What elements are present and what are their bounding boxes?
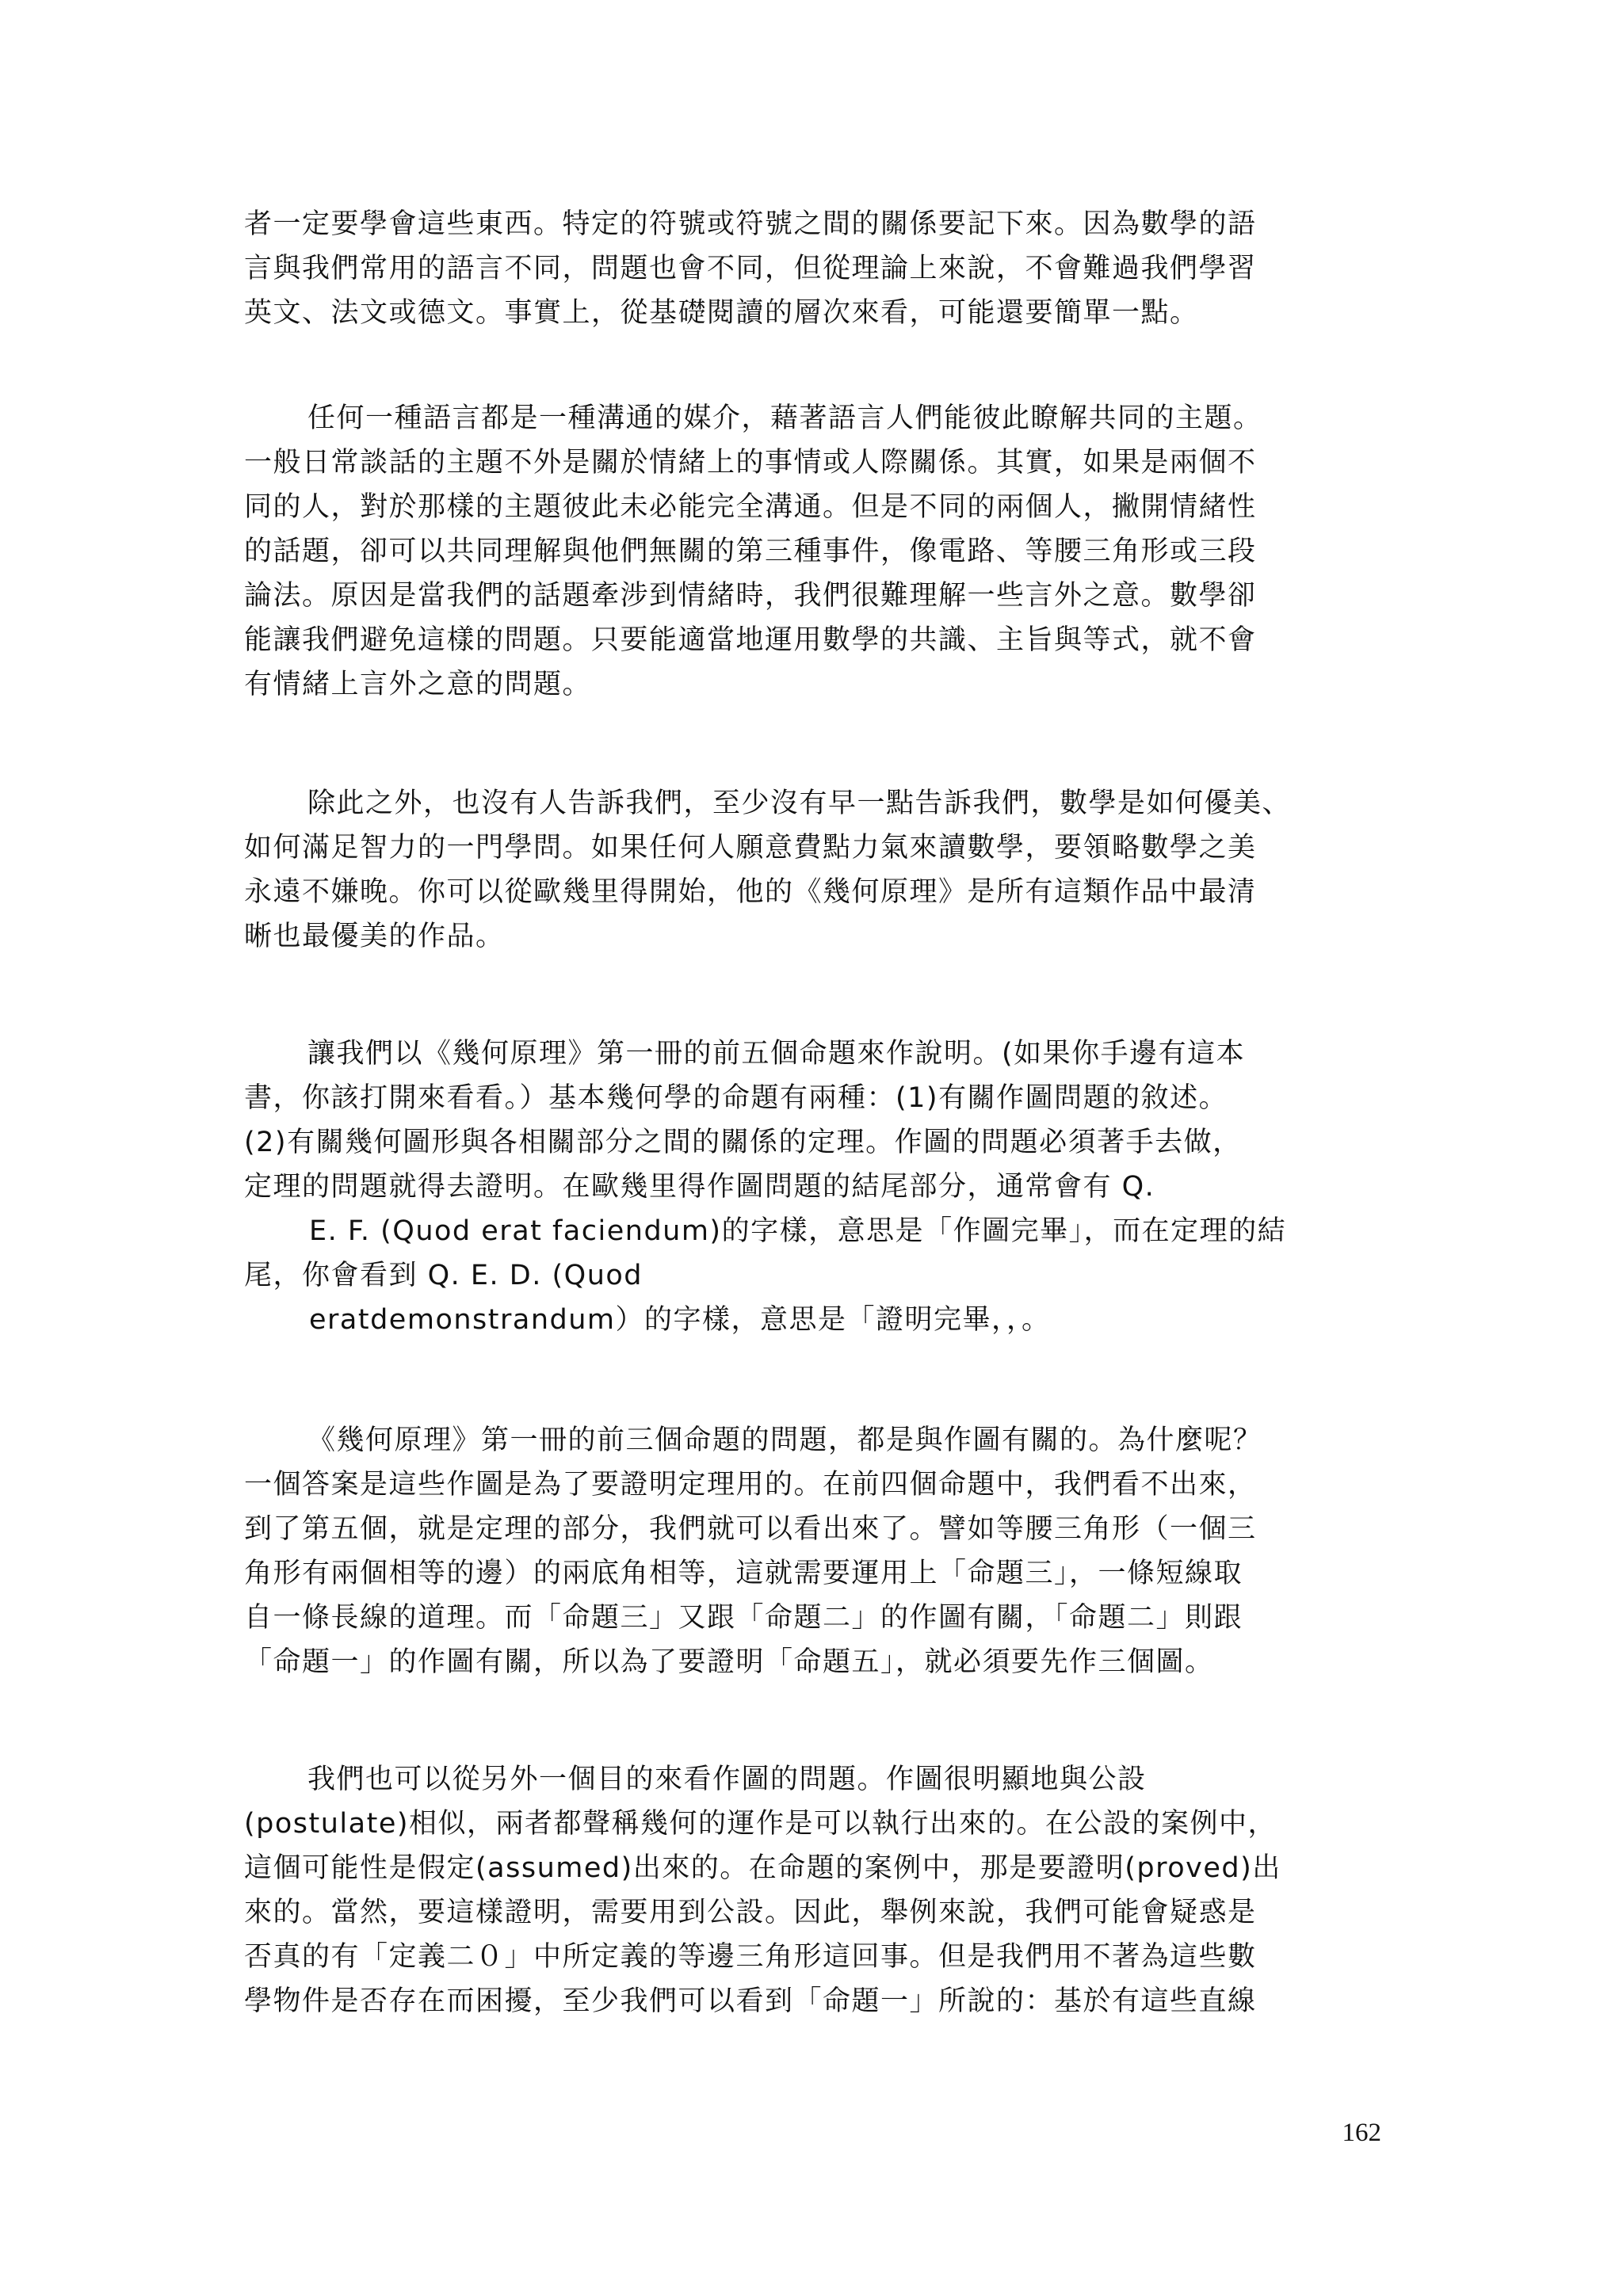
text-line: 定理的問題就得去證明。在歐幾里得作圖問題的結尾部分，通常會有 Q. [244, 1171, 1155, 1203]
text-line: 讓我們以《幾何原理》第一冊的前五個命題來作說明。(如果你手邊有這本 [307, 1038, 1246, 1070]
text-line: 除此之外，也沒有人告訴我們，至少沒有早一點告訴我們，數學是如何優美、 [307, 788, 1292, 819]
text-line: (2)有關幾何圖形與各相關部分之間的關係的定理。作圖的問題必須著手去做， [244, 1127, 1242, 1158]
text-line: 有情緒上言外之意的問題。 [244, 669, 592, 700]
text-line: 任何一種語言都是一種溝通的媒介，藉著語言人們能彼此瞭解共同的主題。 [307, 402, 1262, 434]
text-line: 否真的有「定義二０」中所定義的等邊三角形這回事。但是我們用不著為這些數 [244, 1941, 1257, 1973]
paragraph-4 [244, 1032, 1385, 1342]
text-line: 言與我們常用的語言不同，問題也會不同，但從理論上來說，不會難過我們學習 [244, 253, 1257, 284]
paragraph-6 [244, 1757, 1385, 2023]
text-line: 自一條長線的道理。而「命題三」又跟「命題二」的作圖有關，「命題二」則跟 [244, 1602, 1243, 1634]
text-line: 我們也可以從另外一個目的來看作圖的問題。作圖很明顯地與公設 [307, 1764, 1147, 1795]
paragraph-5 [244, 1418, 1385, 1684]
text-line: 能讓我們避免這樣的問題。只要能適當地運用數學的共識、主旨與等式，就不會 [244, 624, 1257, 656]
text-line: 來的。當然，要這樣證明，需要用到公設。因此，舉例來說，我們可能會疑惑是 [244, 1897, 1257, 1928]
text-line: 同的人，對於那樣的主題彼此未必能完全溝通。但是不同的兩個人，撇開情緒性 [244, 491, 1257, 523]
text-line: 永遠不嫌晚。你可以從歐幾里得開始，他的《幾何原理》是所有這類作品中最清 [244, 876, 1257, 908]
text-line: 學物件是否存在而困擾，至少我們可以看到「命題一」所說的：基於有這些直線 [244, 1985, 1257, 2017]
text-line: 一般日常談話的主題不外是關於情緒上的事情或人際關係。其實，如果是兩個不 [244, 447, 1257, 479]
text-line: E. F. (Quod erat faciendum)的字樣，意思是「作圖完畢」，而在定理的結 [309, 1215, 1287, 1247]
text-line: 論法。原因是當我們的話題牽涉到情緒時，我們很難理解一些言外之意。數學卻 [244, 580, 1257, 612]
text-line: (postulate)相似，兩者都聲稱幾何的運作是可以執行出來的。在公設的案例中， [244, 1808, 1277, 1840]
text-line: 角形有兩個相等的邊）的兩底角相等，這就需要運用上「命題三」，一條短線取 [244, 1558, 1243, 1589]
paragraph-2 [244, 396, 1385, 707]
text-line: 到了第五個，就是定理的部分，我們就可以看出來了。譬如等腰三角形（一個三 [244, 1513, 1257, 1545]
text-line: 書，你該打開來看看。）基本幾何學的命題有兩種：(1)有關作圖問題的敘述。 [244, 1082, 1228, 1114]
text-line: 這個可能性是假定(assumed)出來的。在命題的案例中，那是要證明(proved)出 [244, 1852, 1281, 1884]
text-line: 如何滿足智力的一門學問。如果任何人願意費點力氣來讀數學，要領略數學之美 [244, 832, 1257, 864]
text-line: eratdemonstrandum）的字樣，意思是「證明完畢，，。 [309, 1304, 1051, 1336]
text-line: 晰也最優美的作品。 [244, 921, 505, 952]
text-line: 尾，你會看到 Q. E. D. (Quod [244, 1260, 643, 1291]
page-number: 162 [1342, 2119, 1381, 2147]
text-line: 一個答案是這些作圖是為了要證明定理用的。在前四個命題中，我們看不出來， [244, 1469, 1257, 1501]
text-line: 英文、法文或德文。事實上，從基礎閱讀的層次來看，可能還要簡單一點。 [244, 297, 1199, 329]
paragraph-3 [244, 781, 1385, 959]
text-line: 「命題一」的作圖有關，所以為了要證明「命題五」，就必須要先作三個圖。 [244, 1646, 1214, 1678]
text-line: 的話題，卻可以共同理解與他們無關的第三種事件，像電路、等腰三角形或三段 [244, 536, 1257, 567]
text-line: 《幾何原理》第一冊的前三個命題的問題，都是與作圖有關的。為什麼呢？ [307, 1425, 1262, 1456]
text-line: 者一定要學會這些東西。特定的符號或符號之間的關係要記下來。因為數學的語 [244, 208, 1257, 240]
paragraph-1 [244, 202, 1385, 335]
